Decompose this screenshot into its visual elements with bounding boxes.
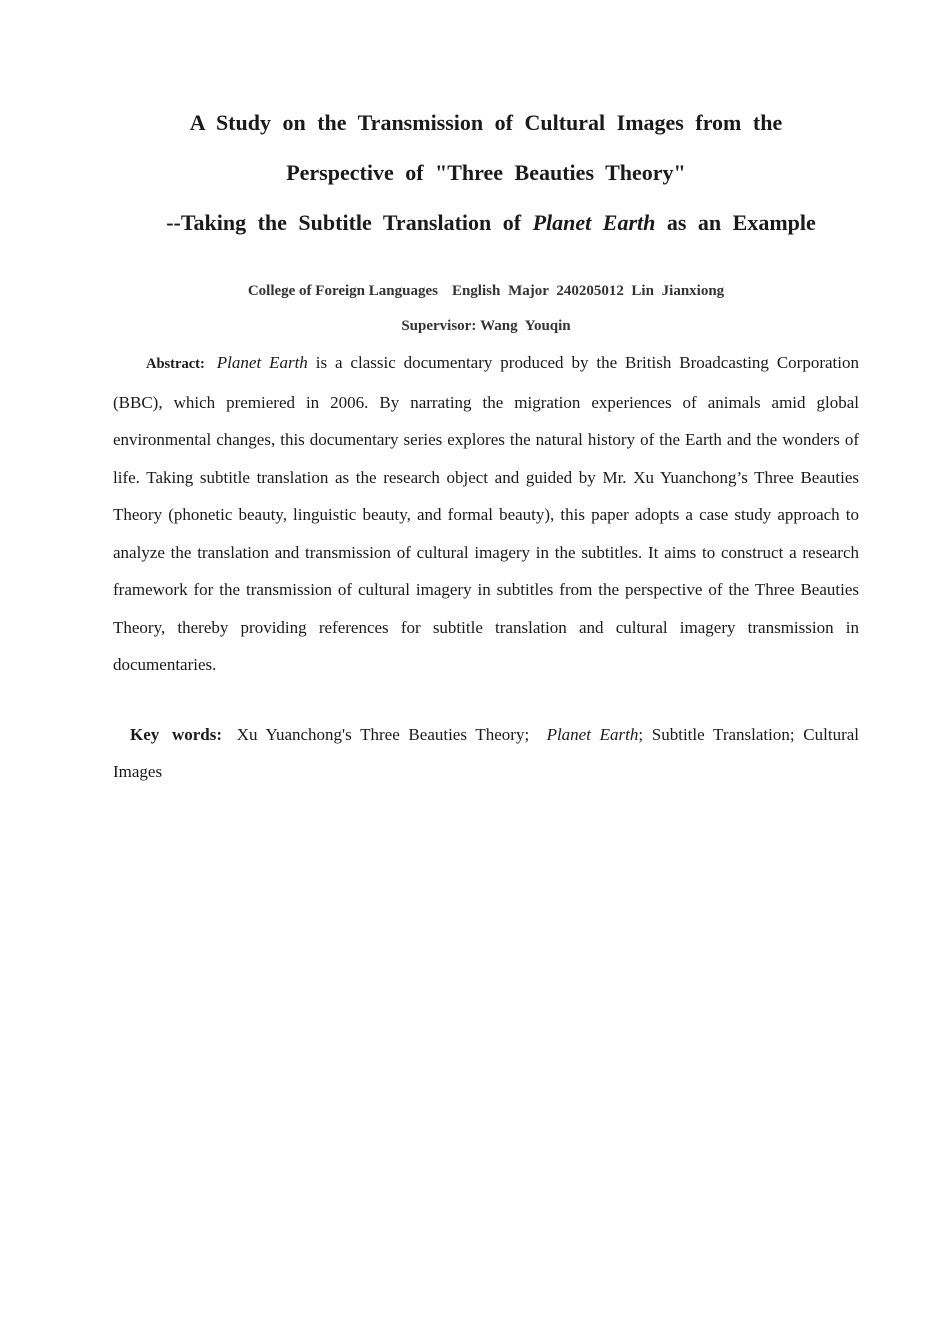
author-line [113,274,859,309]
title-block [113,0,859,248]
keywords-label: Key words: [130,724,223,744]
keyword-rest: ; Subtitle Translation; Cultural Images [113,724,860,781]
abstract-label: Abstract: [146,356,205,372]
author-major: English Major [451,283,549,299]
keyword-2-italic: Planet Earth [546,724,639,744]
author-name: Lin Jianxiong [631,283,725,299]
subtitle-line [103,198,879,248]
supervisor-label: Supervisor: [401,318,477,334]
keyword-1: Xu Yuanchong's Three Beauties Theory; [236,724,530,744]
keywords-paragraph [113,716,859,791]
author-college: College of Foreign Languages [247,283,438,299]
supervisor-line [113,309,859,344]
subtitle-italic-title: Planet Earth [532,210,656,235]
title-line-1: A Study on the Transmission of Cultural Images from the [189,110,783,135]
title-line-2: Perspective of "Three Beauties Theory" [286,160,686,185]
subtitle-suffix: as an Example [655,210,816,235]
abstract-italic-title: Planet Earth [216,353,308,372]
supervisor-name: Wang Youqin [480,318,571,334]
author-student-id: 240205012 [556,283,624,299]
subtitle-prefix: --Taking the Subtitle Translation of [166,210,533,235]
author-info [113,274,859,344]
abstract-text: is a classic documentary produced by the British Broadcasting Corporation (BBC), which premiered in 2006. By narrating the migration experiences of animals amid global environmental changes, this documentary series explores the natural history of the Earth and the wonders of life. Taking subtitle translation as the research object and guided by Mr. Xu Yuanchong’s Three Beauties Theory (phonetic beauty, linguistic beauty, and formal beauty), this paper adopts a case study approach to analyze the translation and transmission of cultural imagery in the subtitles. It aims to construct a research framework for the transmission of cultural imagery in subtitles from the perspective of the Three Beauties Theory, thereby providing references for subtitle translation and cultural imagery transmission in documentaries. [113,353,859,674]
abstract-paragraph [113,344,859,684]
